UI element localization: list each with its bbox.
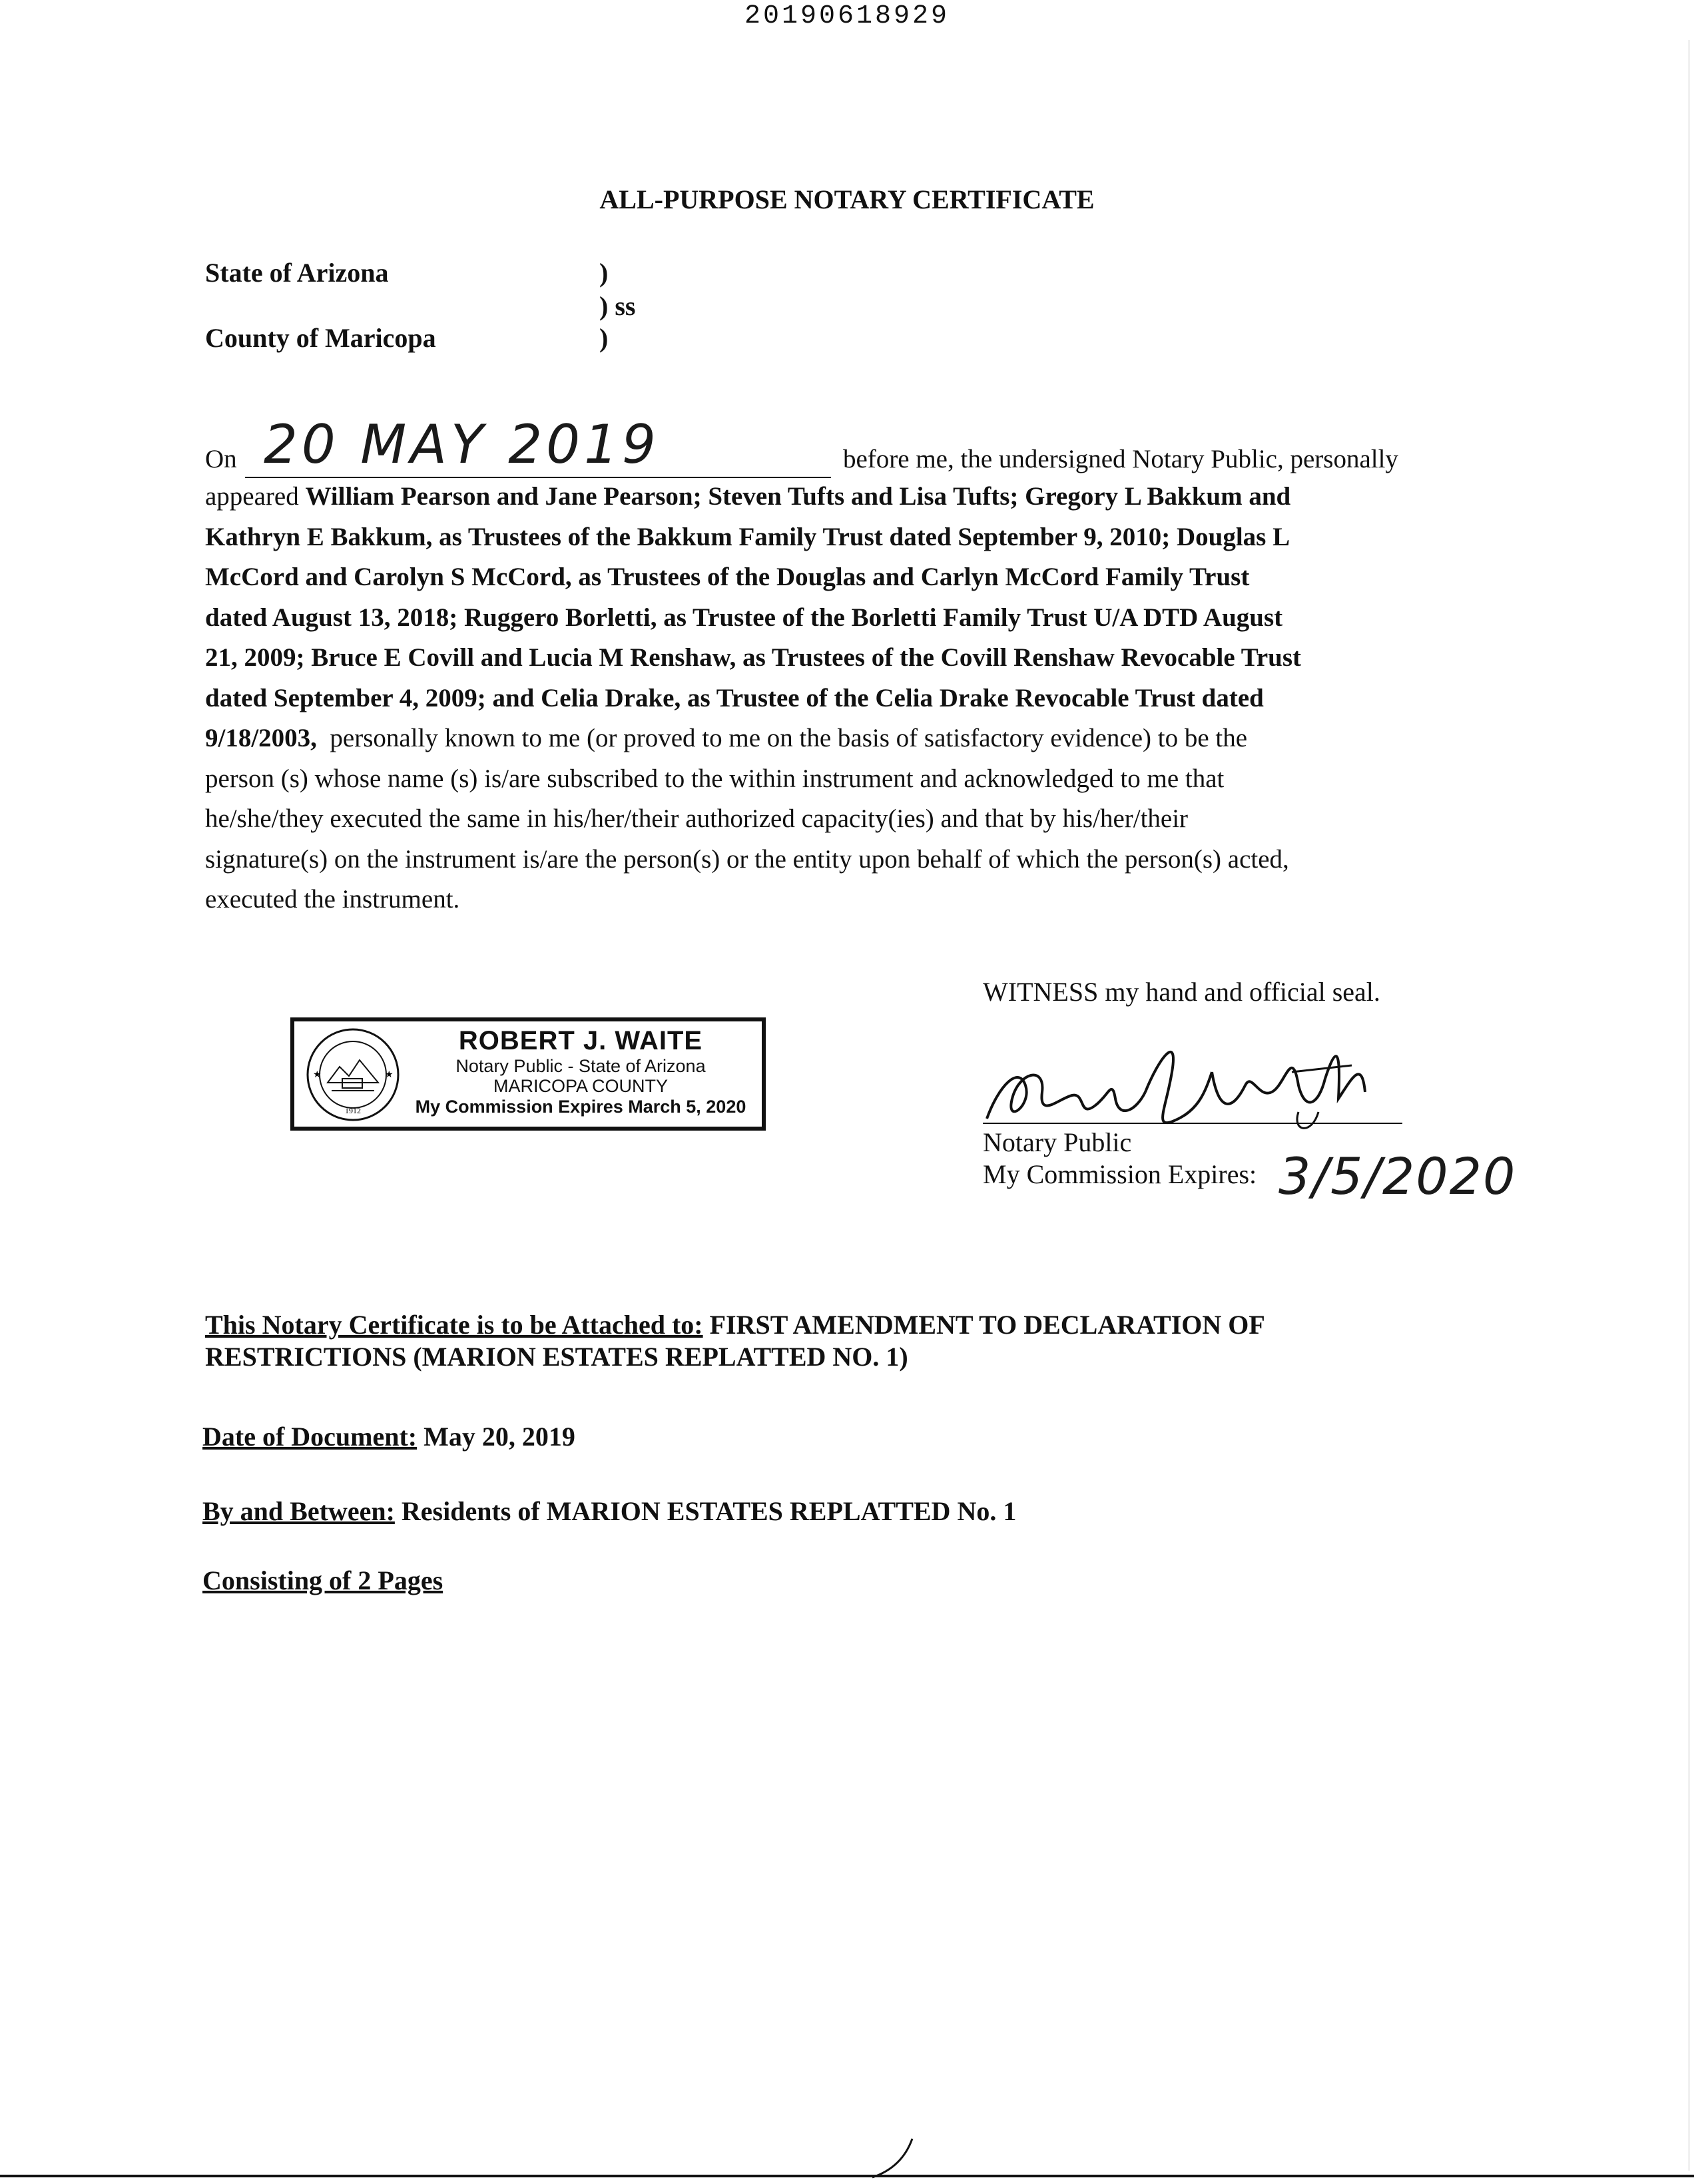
document-date-value: May 20, 2019 (417, 1422, 575, 1452)
parties-line (202, 1496, 1016, 1527)
attached-to-value: FIRST AMENDMENT TO DECLARATION OF (703, 1310, 1265, 1340)
paragraph-line: McCord and Carolyn S McCord, as Trustees of the Douglas and Carlyn McCord Family Trust (205, 563, 1250, 591)
paragraph-line: person (s) whose name (s) is/are subscribed to the within instrument and acknowledged to me that (205, 764, 1225, 793)
paragraph-line: dated September 4, 2009; and Celia Drake, as Trustee of the Celia Drake Revocable Trust dated (205, 683, 1264, 712)
attached-to-value-continued: RESTRICTIONS (MARION ESTATES REPLATTED NO. 1) (205, 1342, 908, 1372)
page-count: Consisting of 2 Pages (202, 1565, 443, 1595)
before-me-text: before me, the undersigned Notary Public, personally (843, 445, 1398, 473)
arizona-seal-icon (305, 1027, 401, 1123)
paragraph-line: dated August 13, 2018; Ruggero Borletti, as Trustee of the Borletti Family Trust U/A DTD August (205, 603, 1283, 632)
county-label: County of Maricopa (205, 323, 436, 353)
venue-ss: ) ss (599, 291, 636, 321)
attached-to-label: This Notary Certificate is to be Attached to: (205, 1310, 703, 1340)
svg-text:★: ★ (313, 1069, 322, 1080)
bottom-scan-edge (0, 2175, 1694, 2177)
appeared-names: William Pearson and Jane Pearson; Steven Tufts and Lisa Tufts; Gregory L Bakkum and (305, 482, 1291, 511)
handwritten-expiration-date: 3/5/2020 (1278, 1147, 1517, 1206)
witness-statement: WITNESS my hand and official seal. (983, 977, 1380, 1007)
trust-date: 9/18/2003, (205, 724, 317, 752)
document-date-line (202, 1421, 575, 1453)
signature-line (983, 1123, 1402, 1124)
stamp-commission-expires: My Commission Expires March 5, 2020 (415, 1097, 746, 1117)
handwritten-date: 20 MAY 2019 (264, 413, 660, 475)
on-label: On (205, 445, 237, 473)
notary-title: Notary Public - State of Arizona (455, 1056, 706, 1076)
paragraph-line (205, 718, 1404, 759)
parties-label: By and Between: (202, 1496, 395, 1526)
state-label: State of Arizona (205, 258, 389, 288)
paragraph-line: Kathryn E Bakkum, as Trustees of the Bakkum Family Trust dated September 9, 2010; Douglas L (205, 522, 1290, 551)
paragraph-line (205, 477, 1404, 517)
appeared-text: appeared (205, 482, 306, 511)
attachment-info (205, 1309, 1404, 1373)
paragraph-line: executed the instrument. (205, 885, 460, 914)
notary-stamp (290, 1017, 766, 1131)
commission-expires-label: My Commission Expires: (983, 1159, 1257, 1189)
certificate-title: ALL-PURPOSE NOTARY CERTIFICATE (599, 184, 1095, 214)
paragraph-line: signature(s) on the instrument is/are the person(s) or the entity upon behalf of which the person(s) acted, (205, 844, 1289, 874)
acknowledgment-paragraph (205, 477, 1404, 920)
document-date-label: Date of Document: (202, 1422, 418, 1452)
document-number: 20190618929 (744, 1, 950, 31)
notary-public-label: Notary Public (983, 1127, 1132, 1157)
notary-name: ROBERT J. WAITE (458, 1026, 703, 1055)
svg-text:1912: 1912 (345, 1106, 361, 1115)
notary-county: MARICOPA COUNTY (493, 1076, 669, 1096)
paragraph-line: 21, 2009; Bruce E Covill and Lucia M Renshaw, as Trustees of the Covill Renshaw Revocable Trust (205, 643, 1301, 672)
svg-text:★: ★ (385, 1069, 394, 1080)
attached-to-line (205, 1309, 1404, 1341)
paragraph-line: he/she/they executed the same in his/her/their authorized capacity(ies) and that by his/her/their (205, 804, 1189, 833)
stamp-text (408, 1025, 754, 1117)
parties-value: Residents of MARION ESTATES REPLATTED No. 1 (394, 1496, 1017, 1526)
notary-signature (979, 1019, 1458, 1139)
known-to-me-text: personally known to me (or proved to me on the basis of satisfactory evidence) to be the (316, 724, 1248, 752)
venue-paren-open: ) (599, 258, 609, 288)
venue-paren-close: ) (599, 323, 609, 353)
